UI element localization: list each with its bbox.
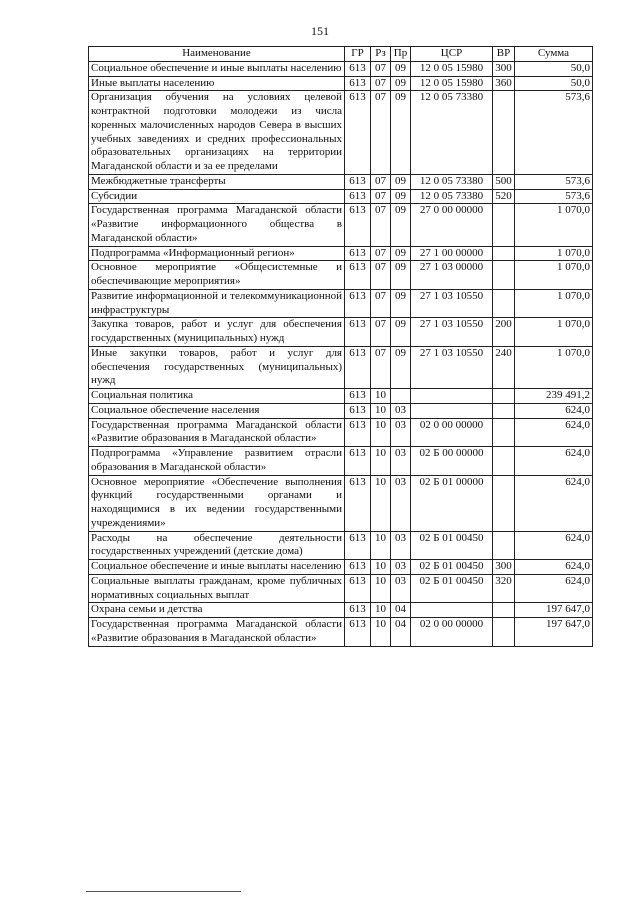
column-header-rz: Рз <box>371 47 391 62</box>
cell-name: Развитие информационной и телекоммуникационной инфраструктуры <box>89 289 345 318</box>
cell-pr: 04 <box>391 618 411 647</box>
cell-rz: 07 <box>371 91 391 175</box>
cell-vr: 240 <box>493 346 515 388</box>
table-row <box>89 204 593 246</box>
column-header-pr: Пр <box>391 47 411 62</box>
cell-sum: 573,6 <box>515 91 593 175</box>
cell-pr: 03 <box>391 560 411 575</box>
cell-gr: 613 <box>345 560 371 575</box>
table-body <box>89 61 593 646</box>
table-row <box>89 447 593 476</box>
cell-gr: 613 <box>345 189 371 204</box>
cell-name: Социальное обеспечение населения <box>89 403 345 418</box>
cell-rz: 10 <box>371 560 391 575</box>
cell-csr: 27 1 03 10550 <box>411 346 493 388</box>
table-row <box>89 574 593 603</box>
cell-gr: 613 <box>345 447 371 476</box>
cell-csr <box>411 403 493 418</box>
cell-vr: 520 <box>493 189 515 204</box>
cell-rz: 07 <box>371 246 391 261</box>
cell-sum: 1 070,0 <box>515 246 593 261</box>
cell-pr: 03 <box>391 531 411 560</box>
cell-vr <box>493 289 515 318</box>
cell-gr: 613 <box>345 346 371 388</box>
cell-name: Государственная программа Магаданской области «Развитие информационного общества в Магаданской области» <box>89 204 345 246</box>
cell-gr: 613 <box>345 261 371 290</box>
table-row <box>89 189 593 204</box>
cell-vr <box>493 389 515 404</box>
cell-name: Субсидии <box>89 189 345 204</box>
cell-csr: 12 0 05 73380 <box>411 189 493 204</box>
table-row <box>89 475 593 531</box>
column-header-sum: Сумма <box>515 47 593 62</box>
cell-pr: 09 <box>391 91 411 175</box>
cell-csr: 02 0 00 00000 <box>411 618 493 647</box>
cell-vr <box>493 403 515 418</box>
cell-gr: 613 <box>345 618 371 647</box>
cell-pr <box>391 389 411 404</box>
cell-rz: 07 <box>371 346 391 388</box>
cell-gr: 613 <box>345 246 371 261</box>
cell-rz: 10 <box>371 389 391 404</box>
cell-gr: 613 <box>345 475 371 531</box>
cell-csr: 02 Б 01 00450 <box>411 560 493 575</box>
cell-pr: 03 <box>391 475 411 531</box>
cell-vr <box>493 91 515 175</box>
cell-rz: 10 <box>371 418 391 447</box>
cell-sum: 573,6 <box>515 189 593 204</box>
cell-sum: 624,0 <box>515 475 593 531</box>
cell-name: Социальные выплаты гражданам, кроме публичных нормативных социальных выплат <box>89 574 345 603</box>
cell-csr: 12 0 05 73380 <box>411 174 493 189</box>
cell-pr: 03 <box>391 574 411 603</box>
cell-name: Государственная программа Магаданской области «Развитие образования в Магаданской области» <box>89 618 345 647</box>
cell-gr: 613 <box>345 91 371 175</box>
cell-name: Подпрограмма «Информационный регион» <box>89 246 345 261</box>
cell-name: Охрана семьи и детства <box>89 603 345 618</box>
table-header-row <box>89 47 593 62</box>
cell-csr: 27 1 03 10550 <box>411 318 493 347</box>
cell-csr: 02 Б 01 00450 <box>411 574 493 603</box>
cell-sum: 624,0 <box>515 574 593 603</box>
cell-gr: 613 <box>345 76 371 91</box>
cell-vr <box>493 418 515 447</box>
cell-csr: 02 Б 00 00000 <box>411 447 493 476</box>
table-row <box>89 289 593 318</box>
cell-name: Основное мероприятие «Общесистемные и обеспечивающие мероприятия» <box>89 261 345 290</box>
cell-sum: 624,0 <box>515 418 593 447</box>
cell-pr: 09 <box>391 289 411 318</box>
cell-gr: 613 <box>345 389 371 404</box>
cell-sum: 624,0 <box>515 560 593 575</box>
cell-rz: 07 <box>371 204 391 246</box>
cell-sum: 573,6 <box>515 174 593 189</box>
table-row <box>89 618 593 647</box>
cell-vr <box>493 246 515 261</box>
column-header-name: Наименование <box>89 47 345 62</box>
cell-vr: 300 <box>493 560 515 575</box>
cell-sum: 624,0 <box>515 403 593 418</box>
cell-rz: 10 <box>371 603 391 618</box>
cell-csr <box>411 603 493 618</box>
cell-rz: 07 <box>371 61 391 76</box>
cell-csr: 27 0 00 00000 <box>411 204 493 246</box>
cell-vr: 300 <box>493 61 515 76</box>
table-row <box>89 261 593 290</box>
cell-sum: 1 070,0 <box>515 204 593 246</box>
table-row <box>89 76 593 91</box>
cell-name: Государственная программа Магаданской области «Развитие образования в Магаданской области» <box>89 418 345 447</box>
budget-table <box>88 46 593 647</box>
cell-name: Иные закупки товаров, работ и услуг для обеспечения государственных (муниципальных) нужд <box>89 346 345 388</box>
cell-name: Организация обучения на условиях целевой контрактной подготовки молодежи из числа коренных малочисленных народов Севера в высших учебных заведениях и средних профессиональных образовательных организациях на территории Магаданской области и за ее пределами <box>89 91 345 175</box>
table-row <box>89 61 593 76</box>
cell-pr: 03 <box>391 418 411 447</box>
cell-pr: 09 <box>391 189 411 204</box>
cell-sum: 50,0 <box>515 61 593 76</box>
cell-name: Расходы на обеспечение деятельности государственных учреждений (детские дома) <box>89 531 345 560</box>
cell-rz: 07 <box>371 174 391 189</box>
cell-rz: 10 <box>371 618 391 647</box>
cell-name: Иные выплаты населению <box>89 76 345 91</box>
cell-sum: 239 491,2 <box>515 389 593 404</box>
table-row <box>89 560 593 575</box>
cell-gr: 613 <box>345 403 371 418</box>
cell-sum: 624,0 <box>515 531 593 560</box>
cell-gr: 613 <box>345 603 371 618</box>
column-header-gr: ГР <box>345 47 371 62</box>
cell-gr: 613 <box>345 174 371 189</box>
cell-sum: 197 647,0 <box>515 603 593 618</box>
table-row <box>89 389 593 404</box>
cell-name: Социальная политика <box>89 389 345 404</box>
table-row <box>89 246 593 261</box>
cell-rz: 07 <box>371 289 391 318</box>
page-number: 151 <box>311 24 329 38</box>
cell-gr: 613 <box>345 574 371 603</box>
cell-gr: 613 <box>345 289 371 318</box>
cell-pr: 04 <box>391 603 411 618</box>
cell-sum: 50,0 <box>515 76 593 91</box>
cell-rz: 07 <box>371 76 391 91</box>
cell-pr: 09 <box>391 76 411 91</box>
cell-csr: 02 0 00 00000 <box>411 418 493 447</box>
cell-vr <box>493 603 515 618</box>
cell-sum: 1 070,0 <box>515 346 593 388</box>
cell-csr: 12 0 05 15980 <box>411 76 493 91</box>
cell-name: Социальное обеспечение и иные выплаты населению <box>89 560 345 575</box>
cell-vr <box>493 618 515 647</box>
cell-vr <box>493 204 515 246</box>
table-row <box>89 318 593 347</box>
cell-rz: 10 <box>371 403 391 418</box>
cell-vr <box>493 475 515 531</box>
column-header-csr: ЦСР <box>411 47 493 62</box>
cell-rz: 10 <box>371 531 391 560</box>
table-row <box>89 531 593 560</box>
cell-rz: 07 <box>371 318 391 347</box>
cell-sum: 1 070,0 <box>515 318 593 347</box>
cell-name: Межбюджетные трансферты <box>89 174 345 189</box>
cell-sum: 197 647,0 <box>515 618 593 647</box>
cell-pr: 09 <box>391 318 411 347</box>
cell-pr: 03 <box>391 447 411 476</box>
cell-name: Социальное обеспечение и иные выплаты населению <box>89 61 345 76</box>
cell-gr: 613 <box>345 531 371 560</box>
cell-sum: 624,0 <box>515 447 593 476</box>
cell-rz: 10 <box>371 447 391 476</box>
cell-sum: 1 070,0 <box>515 289 593 318</box>
cell-vr: 200 <box>493 318 515 347</box>
cell-gr: 613 <box>345 204 371 246</box>
cell-sum: 1 070,0 <box>515 261 593 290</box>
cell-csr: 12 0 05 73380 <box>411 91 493 175</box>
cell-rz: 10 <box>371 574 391 603</box>
cell-rz: 07 <box>371 261 391 290</box>
cell-vr: 360 <box>493 76 515 91</box>
cell-name: Подпрограмма «Управление развитием отрасли образования в Магаданской области» <box>89 447 345 476</box>
footer-divider <box>86 891 241 892</box>
cell-csr: 12 0 05 15980 <box>411 61 493 76</box>
cell-vr: 320 <box>493 574 515 603</box>
cell-pr: 09 <box>391 261 411 290</box>
cell-pr: 09 <box>391 204 411 246</box>
cell-vr: 500 <box>493 174 515 189</box>
cell-csr: 02 Б 01 00000 <box>411 475 493 531</box>
table-row <box>89 403 593 418</box>
cell-pr: 03 <box>391 403 411 418</box>
cell-vr <box>493 531 515 560</box>
cell-gr: 613 <box>345 61 371 76</box>
cell-name: Закупка товаров, работ и услуг для обеспечения государственных (муниципальных) нужд <box>89 318 345 347</box>
table-row <box>89 346 593 388</box>
table-row <box>89 603 593 618</box>
cell-vr <box>493 447 515 476</box>
table-row <box>89 418 593 447</box>
cell-csr: 27 1 03 00000 <box>411 261 493 290</box>
cell-rz: 10 <box>371 475 391 531</box>
cell-name: Основное мероприятие «Обеспечение выполнения функций государственными органами и находящимися в их ведении государственными учреждениями» <box>89 475 345 531</box>
cell-csr <box>411 389 493 404</box>
cell-gr: 613 <box>345 318 371 347</box>
table-row <box>89 174 593 189</box>
cell-csr: 02 Б 01 00450 <box>411 531 493 560</box>
cell-pr: 09 <box>391 61 411 76</box>
cell-vr <box>493 261 515 290</box>
cell-csr: 27 1 00 00000 <box>411 246 493 261</box>
column-header-vr: ВР <box>493 47 515 62</box>
cell-rz: 07 <box>371 189 391 204</box>
cell-pr: 09 <box>391 174 411 189</box>
cell-csr: 27 1 03 10550 <box>411 289 493 318</box>
cell-gr: 613 <box>345 418 371 447</box>
cell-pr: 09 <box>391 246 411 261</box>
table-row <box>89 91 593 175</box>
cell-pr: 09 <box>391 346 411 388</box>
